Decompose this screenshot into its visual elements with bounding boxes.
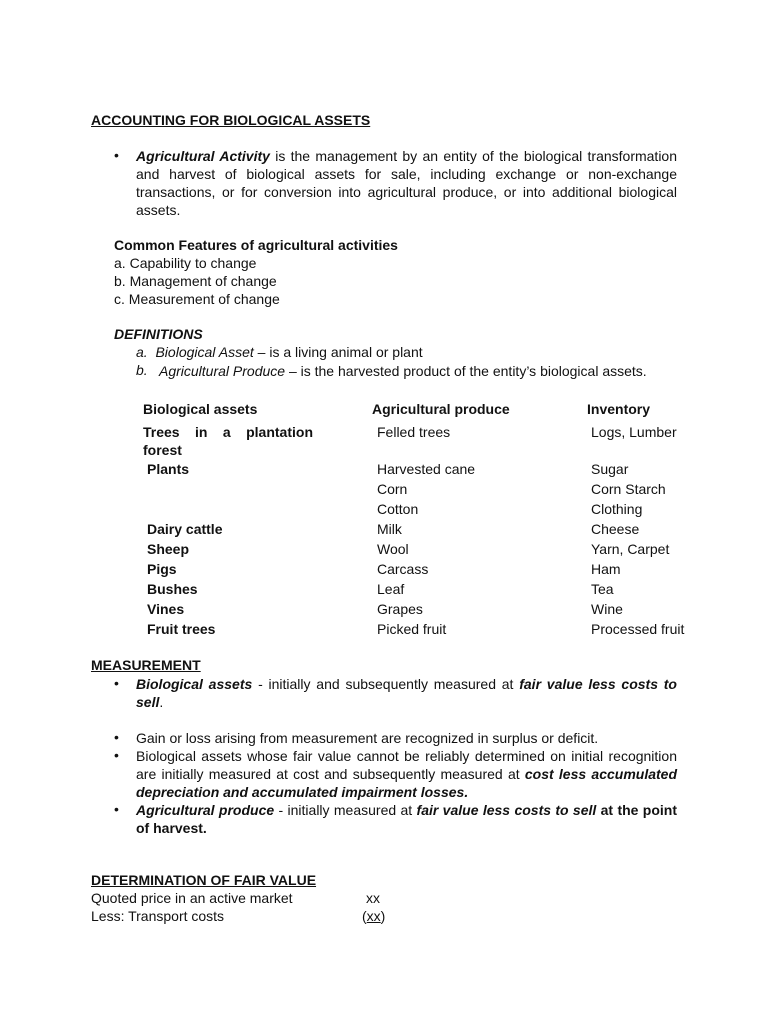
bullet-text: - initially measured at [274, 802, 417, 818]
definition-text: – is a living animal or plant [253, 344, 423, 360]
measurement-bullet-1 [136, 675, 677, 711]
list-marker: b. [136, 362, 148, 378]
table-cell-produce: Carcass [377, 561, 429, 577]
bullet-text: Biological assets whose fair value cannot be reliably determined on initial recognition are initially measured at cost and subsequently measured at [136, 748, 677, 782]
intro-text: is the management by an entity of the biological transformation and harvest of biological assets for sale, including exchange or non-exchange transactions, or for conversion into agricultural produce, or into additional biological assets. [136, 148, 677, 218]
table-cell-produce: Picked fruit [377, 621, 447, 637]
table-cell-produce: Milk [377, 521, 402, 537]
table-cell-inventory: Tea [591, 581, 614, 597]
table-cell-inventory: Processed fruit [591, 621, 685, 637]
page-title: ACCOUNTING FOR BIOLOGICAL ASSETS [91, 112, 371, 128]
table-cell-inventory: Sugar [591, 461, 629, 477]
emphasis-term: Biological assets [136, 676, 253, 692]
list-item-text: Capability to change [129, 255, 257, 271]
intro-paragraph [136, 147, 677, 219]
list-marker: a. [136, 344, 148, 360]
table-cell-asset: Plants [147, 461, 190, 477]
fair-value-label-1: Quoted price in an active market [91, 890, 293, 906]
table-cell-asset: Pigs [147, 561, 177, 577]
bullet-marker: • [114, 801, 119, 817]
paren-open: ( [362, 908, 367, 924]
table-cell-produce: Felled trees [377, 424, 451, 440]
definition-a [136, 344, 423, 360]
intro-term: Agricultural Activity [136, 148, 270, 164]
table-cell-asset: Sheep [147, 541, 190, 557]
bullet-text: . [159, 694, 164, 710]
bullet-text: - initially and subsequently measured at [252, 676, 520, 692]
table-cell-inventory: Logs, Lumber [591, 424, 677, 440]
list-marker: c. [114, 291, 125, 307]
table-cell-inventory: Ham [591, 561, 621, 577]
measurement-bullet-4 [136, 801, 677, 837]
definition-term: Agricultural Produce [159, 363, 286, 379]
table-header-cell: Agricultural produce [372, 401, 510, 417]
table-cell-produce: Wool [377, 541, 409, 557]
table-cell-asset: Vines [147, 601, 185, 617]
table-cell-produce: Corn [377, 481, 408, 497]
table-cell-produce: Grapes [377, 601, 423, 617]
table-cell-asset: Bushes [147, 581, 198, 597]
table-cell-inventory: Clothing [591, 501, 643, 517]
bullet-text: at the point of harvest. [136, 802, 678, 836]
measurement-heading: MEASUREMENT [91, 657, 201, 673]
table-cell-produce: Cotton [377, 501, 419, 517]
fair-value-amount-1: xx [366, 890, 380, 906]
list-item-text: Measurement of change [128, 291, 280, 307]
list-item [114, 255, 256, 271]
bullet-marker: • [114, 675, 119, 691]
list-marker: a. [114, 255, 126, 271]
list-item-text: Management of change [129, 273, 277, 289]
definition-text: – is the harvested product of the entity’s biological assets. [285, 363, 647, 379]
definitions-heading: DEFINITIONS [114, 326, 203, 342]
bullet-marker: • [114, 729, 119, 745]
table-cell-inventory: Corn Starch [591, 481, 666, 497]
features-heading: Common Features of agricultural activities [114, 237, 398, 253]
table-cell-inventory: Wine [591, 601, 623, 617]
fair-value-amount-2 [362, 908, 385, 924]
definition-b [159, 362, 677, 380]
bullet-marker: • [114, 147, 119, 163]
emphasis-term: fair value less costs to sell [416, 802, 597, 818]
measurement-bullet-2: Gain or loss arising from measurement are recognized in surplus or deficit. [136, 730, 599, 746]
table-cell-asset: Dairy cattle [147, 521, 223, 537]
table-cell-produce: Harvested cane [377, 461, 476, 477]
bullet-marker: • [114, 747, 119, 763]
emphasis-term: fair value less costs to sell [136, 676, 677, 710]
list-item [114, 291, 280, 307]
table-header-cell: Inventory [587, 401, 651, 417]
fair-value-heading: DETERMINATION OF FAIR VALUE [91, 872, 317, 888]
table-cell-asset: Fruit trees [147, 621, 216, 637]
table-cell-inventory: Cheese [591, 521, 640, 537]
definition-term: Biological Asset [155, 344, 254, 360]
paren-close: ) [380, 908, 386, 924]
table-header-cell: Biological assets [143, 401, 258, 417]
measurement-bullet-3 [136, 747, 677, 801]
fair-value-label-2: Less: Transport costs [91, 908, 225, 924]
emphasis-term: Agricultural produce [136, 802, 275, 818]
list-marker: b. [114, 273, 126, 289]
list-item [114, 273, 277, 289]
table-cell-produce: Leaf [377, 581, 405, 597]
table-cell-asset: Trees in a plantation forest [143, 424, 313, 458]
emphasis-term: cost less accumulated depreciation and accumulated impairment losses. [136, 766, 677, 800]
table-cell-inventory: Yarn, Carpet [591, 541, 670, 557]
underlined-amount: xx [366, 908, 381, 924]
